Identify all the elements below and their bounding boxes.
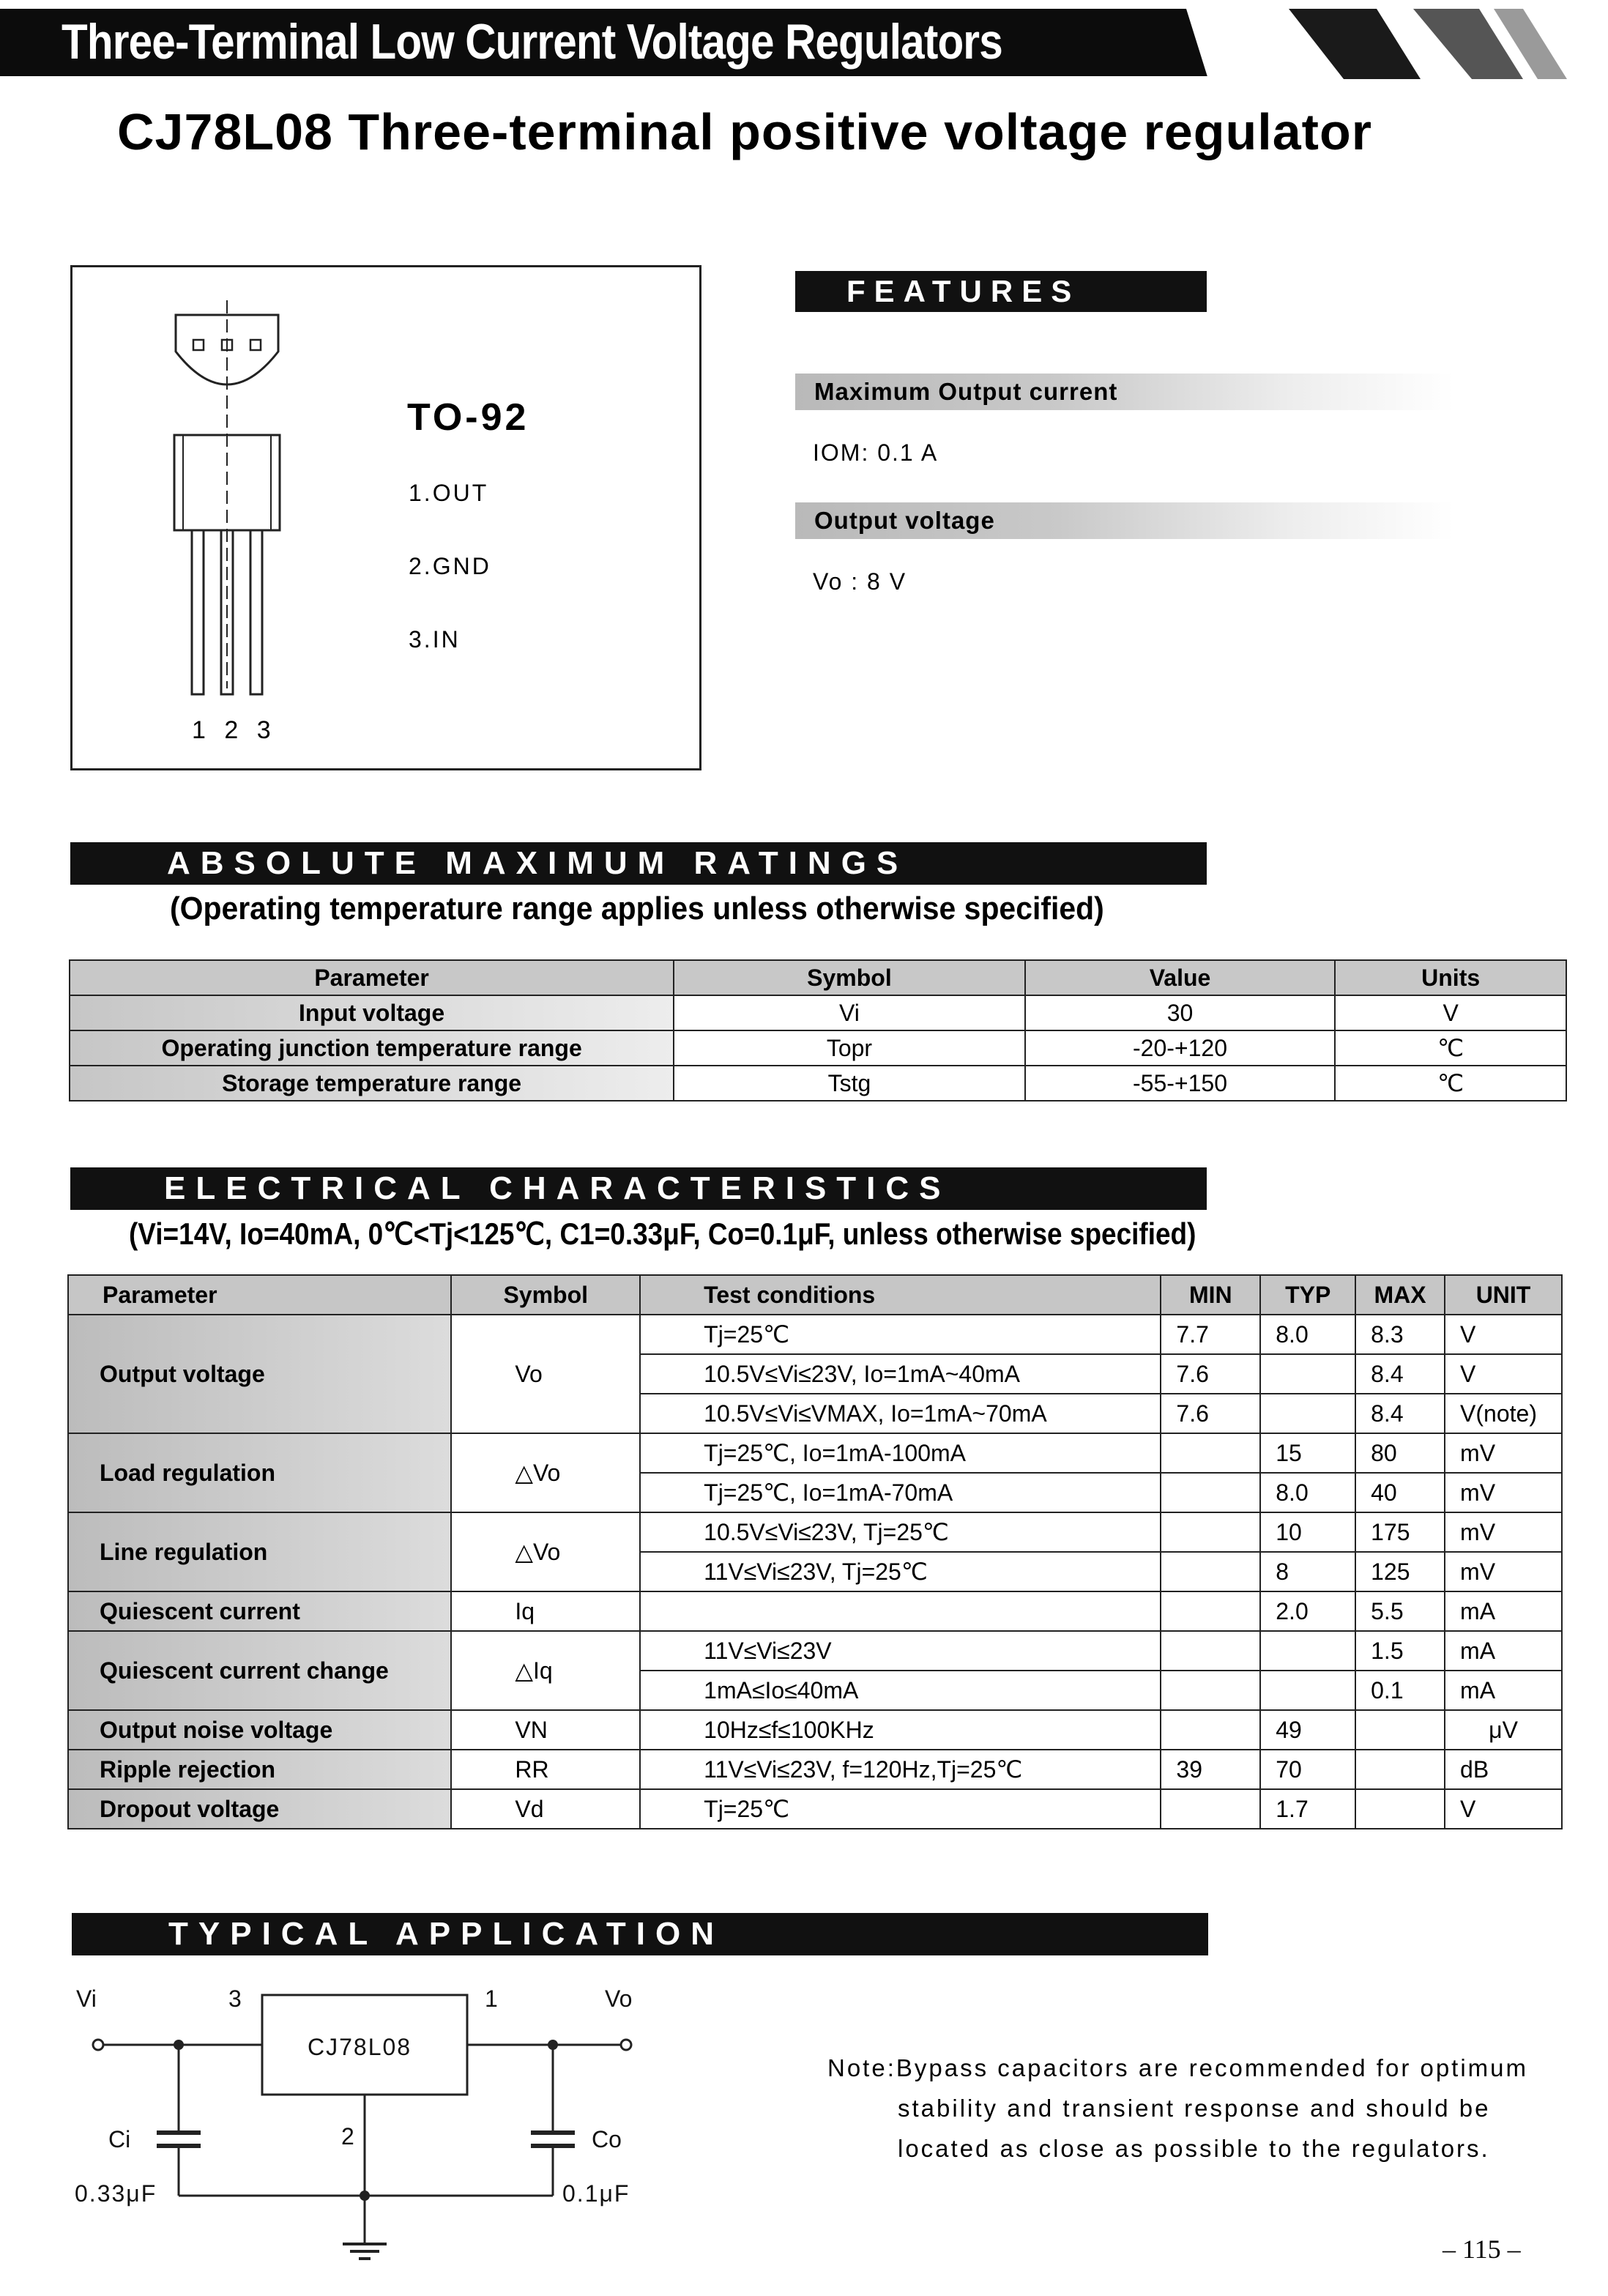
cell-typ: 70 [1260,1750,1355,1789]
package-name: TO-92 [407,396,529,439]
cell-unit: mV [1445,1552,1562,1591]
cell-condition: 10.5V≤Vi≤23V, Io=1mA~40mA [640,1354,1161,1394]
cell-typ: 8.0 [1260,1315,1355,1354]
cell-min [1161,1671,1260,1710]
cell-condition: 1mA≤Io≤40mA [640,1671,1161,1710]
column-header: Symbol [674,960,1025,995]
table-row [68,1315,1562,1354]
cell-condition: 11V≤Vi≤23V, f=120Hz,Tj=25℃ [640,1750,1161,1789]
column-header: MAX [1355,1275,1445,1315]
cell-typ: 2.0 [1260,1591,1355,1631]
vi-label: Vi [76,1985,97,2012]
table-header-row [70,960,1566,995]
electrical-table [67,1274,1563,1829]
cell-symbol: △Vo [451,1512,640,1591]
cell-condition: 11V≤Vi≤23V [640,1631,1161,1671]
cell-symbol: Vo [451,1315,640,1433]
cell-typ: 8 [1260,1552,1355,1591]
cell-unit: μV [1445,1710,1562,1750]
cell-unit: ℃ [1335,1030,1566,1066]
pin-in-label: 3 [228,1985,242,2012]
co-value-label: 0.1μF [562,2180,630,2207]
cell-min [1161,1552,1260,1591]
cell-unit: mV [1445,1433,1562,1473]
page-title: CJ78L08 Three-terminal positive voltage regulator [117,103,1372,160]
pin-gnd-label: 2 [341,2123,354,2150]
cell-typ [1260,1631,1355,1671]
cell-parameter: Load regulation [68,1433,451,1512]
table-row [68,1750,1562,1789]
column-header: Value [1025,960,1336,995]
cell-parameter: Ripple rejection [68,1750,451,1789]
cell-condition: 10Hz≤f≤100KHz [640,1710,1161,1750]
column-header: Parameter [68,1275,451,1315]
cell-value: 30 [1025,995,1336,1030]
cell-condition [640,1591,1161,1631]
pin-2-label: 2.GND [409,553,491,579]
cell-unit: V [1335,995,1566,1030]
cell-typ: 8.0 [1260,1473,1355,1512]
cell-max: 175 [1355,1512,1445,1552]
cell-max [1355,1750,1445,1789]
cell-typ: 10 [1260,1512,1355,1552]
cell-parameter: Operating junction temperature range [70,1030,674,1066]
cell-max: 40 [1355,1473,1445,1512]
cell-unit: ℃ [1335,1066,1566,1101]
cell-parameter: Output noise voltage [68,1710,451,1750]
feature-value-max-current: IOM: 0.1 A [813,439,939,466]
cell-max [1355,1789,1445,1829]
cell-symbol: Vd [451,1789,640,1829]
cell-unit: mA [1445,1631,1562,1671]
cell-max: 8.3 [1355,1315,1445,1354]
application-heading: TYPICAL APPLICATION [72,1913,1208,1955]
cell-unit: mA [1445,1591,1562,1631]
table-row [70,995,1566,1030]
note-line: located as close as possible to the regulators. [898,2135,1490,2162]
cell-symbol: Vi [674,995,1025,1030]
cell-max [1355,1710,1445,1750]
application-circuit [66,1977,666,2270]
cell-value: -20-+120 [1025,1030,1336,1066]
cell-typ: 1.7 [1260,1789,1355,1829]
cell-typ [1260,1394,1355,1433]
pin-1-label: 1.OUT [409,480,489,506]
ci-value-label: 0.33μF [75,2180,157,2207]
chip-label: CJ78L08 [308,2034,412,2060]
cell-parameter: Input voltage [70,995,674,1030]
column-header: Symbol [451,1275,640,1315]
cell-condition: Tj=25℃, Io=1mA-70mA [640,1473,1161,1512]
cell-typ: 49 [1260,1710,1355,1750]
cell-max: 5.5 [1355,1591,1445,1631]
table-row [70,1030,1566,1066]
ci-label: Ci [108,2126,131,2152]
cell-unit: V [1445,1789,1562,1829]
cell-min [1161,1591,1260,1631]
cell-symbol: △Iq [451,1631,640,1710]
table-row [70,1066,1566,1101]
cell-unit: mV [1445,1512,1562,1552]
table-row [68,1512,1562,1552]
table-row [68,1789,1562,1829]
series-title: Three-Terminal Low Current Voltage Regulators [62,14,1002,70]
features-heading: FEATURES [795,271,1207,312]
cell-min [1161,1433,1260,1473]
pin-3-label: 3.IN [409,626,461,653]
feature-value-output-voltage: Vo : 8 V [813,568,907,595]
feature-label-output-voltage: Output voltage [795,502,1454,539]
note-line: stability and transient response and should be [898,2095,1491,2122]
cell-symbol: VN [451,1710,640,1750]
feature-label-max-current: Maximum Output current [795,374,1454,410]
table-row [68,1433,1562,1473]
cell-unit: mV [1445,1473,1562,1512]
cell-condition: Tj=25℃ [640,1789,1161,1829]
abs-max-heading: ABSOLUTE MAXIMUM RATINGS [70,842,1207,885]
cell-max: 0.1 [1355,1671,1445,1710]
cell-unit: V(note) [1445,1394,1562,1433]
cell-typ: 15 [1260,1433,1355,1473]
cell-symbol: Iq [451,1591,640,1631]
cell-symbol: Tstg [674,1066,1025,1101]
cell-symbol: Topr [674,1030,1025,1066]
column-header: TYP [1260,1275,1355,1315]
cell-min [1161,1631,1260,1671]
note-line: Note:Bypass capacitors are recommended for optimum [827,2054,1529,2081]
cell-unit: V [1445,1354,1562,1394]
cell-min [1161,1710,1260,1750]
vo-label: Vo [605,1985,633,2012]
header-stripes [1172,9,1582,79]
cell-min: 7.7 [1161,1315,1260,1354]
cell-unit: V [1445,1315,1562,1354]
co-label: Co [592,2126,622,2152]
pin-out-label: 1 [485,1985,498,2012]
table-row [68,1591,1562,1631]
cell-condition: Tj=25℃, Io=1mA-100mA [640,1433,1161,1473]
cell-max: 8.4 [1355,1394,1445,1433]
page-number: – 115 – [1443,2234,1521,2264]
column-header: Units [1335,960,1566,995]
column-header: UNIT [1445,1275,1562,1315]
electrical-subheading: (Vi=14V, Io=40mA, 0℃<Tj<125℃, C1=0.33μF, Co=0.1μF, unless otherwise specified) [129,1216,1196,1251]
cell-max: 8.4 [1355,1354,1445,1394]
cell-min [1161,1512,1260,1552]
column-header: Parameter [70,960,674,995]
cell-min: 7.6 [1161,1394,1260,1433]
cell-max: 125 [1355,1552,1445,1591]
cell-condition: 10.5V≤Vi≤VMAX, Io=1mA~70mA [640,1394,1161,1433]
cell-typ [1260,1671,1355,1710]
cell-parameter: Storage temperature range [70,1066,674,1101]
cell-min [1161,1473,1260,1512]
cell-unit: mA [1445,1671,1562,1710]
cell-min: 39 [1161,1750,1260,1789]
column-header: MIN [1161,1275,1260,1315]
abs-max-subheading: (Operating temperature range applies unless otherwise specified) [170,891,1104,926]
to92-package-drawing [146,293,322,703]
cell-parameter: Line regulation [68,1512,451,1591]
column-header: Test conditions [640,1275,1161,1315]
cell-min [1161,1789,1260,1829]
cell-symbol: △Vo [451,1433,640,1512]
cell-parameter: Quiescent current [68,1591,451,1631]
cell-parameter: Quiescent current change [68,1631,451,1710]
table-header-row [68,1275,1562,1315]
cell-max: 1.5 [1355,1631,1445,1671]
cell-symbol: RR [451,1750,640,1789]
cell-typ [1260,1354,1355,1394]
cell-condition: 11V≤Vi≤23V, Tj=25℃ [640,1552,1161,1591]
abs-max-table [69,959,1567,1101]
cell-min: 7.6 [1161,1354,1260,1394]
cell-unit: dB [1445,1750,1562,1789]
bypass-note [827,2048,1528,2169]
cell-value: -55-+150 [1025,1066,1336,1101]
cell-parameter: Output voltage [68,1315,451,1433]
electrical-heading: ELECTRICAL CHARACTERISTICS [70,1167,1207,1210]
cell-parameter: Dropout voltage [68,1789,451,1829]
table-row [68,1710,1562,1750]
pin-numbers: 1 2 3 [192,716,277,744]
cell-condition: Tj=25℃ [640,1315,1161,1354]
cell-max: 80 [1355,1433,1445,1473]
table-row [68,1631,1562,1671]
cell-condition: 10.5V≤Vi≤23V, Tj=25℃ [640,1512,1161,1552]
